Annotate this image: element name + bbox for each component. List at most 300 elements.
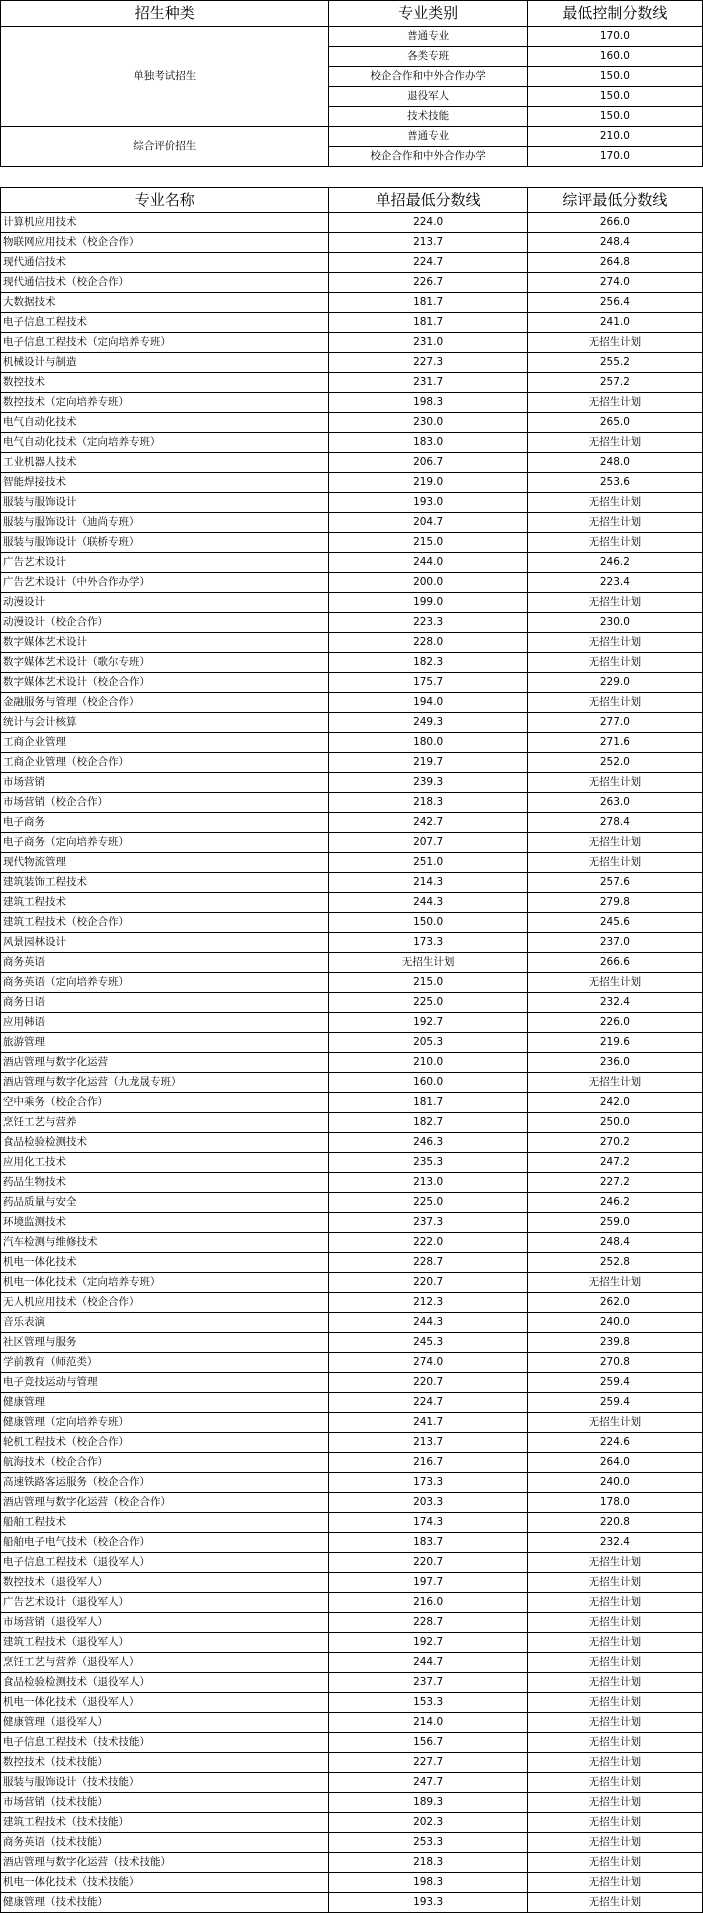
single-exam-score-cell: 198.3 <box>329 393 527 413</box>
comprehensive-score-cell: 178.0 <box>527 1493 702 1513</box>
comprehensive-score-cell: 247.2 <box>527 1153 702 1173</box>
major-name-cell: 电子商务（定向培养专班） <box>1 833 329 853</box>
comprehensive-score-cell: 277.0 <box>527 713 702 733</box>
single-exam-score-cell: 203.3 <box>329 1493 527 1513</box>
table-row <box>1 1613 703 1633</box>
table-row <box>1 253 703 273</box>
single-exam-score-cell: 173.3 <box>329 1473 527 1493</box>
table-row <box>1 1113 703 1133</box>
major-name-cell: 烹饪工艺与营养 <box>1 1113 329 1133</box>
major-name-cell: 建筑工程技术（技术技能） <box>1 1813 329 1833</box>
major-name-cell: 环境监测技术 <box>1 1213 329 1233</box>
single-exam-score-cell: 244.3 <box>329 1313 527 1333</box>
table-row <box>1 913 703 933</box>
single-exam-score-cell: 224.7 <box>329 253 527 273</box>
single-exam-score-cell: 173.3 <box>329 933 527 953</box>
single-exam-score-cell: 192.7 <box>329 1633 527 1653</box>
major-name-cell: 健康管理（定向培养专班） <box>1 1413 329 1433</box>
major-name-cell: 数控技术（退役军人） <box>1 1573 329 1593</box>
single-exam-score-cell: 235.3 <box>329 1153 527 1173</box>
single-exam-score-cell: 242.7 <box>329 813 527 833</box>
table-row <box>1 1553 703 1573</box>
comprehensive-score-cell: 无招生计划 <box>527 533 702 553</box>
table-row <box>1 1753 703 1773</box>
major-name-cell: 电子信息工程技术 <box>1 313 329 333</box>
table-row <box>1 1573 703 1593</box>
comprehensive-score-cell: 255.2 <box>527 353 702 373</box>
major-name-cell: 物联网应用技术（校企合作） <box>1 233 329 253</box>
major-name-cell: 现代物流管理 <box>1 853 329 873</box>
major-name-cell: 电子信息工程技术（退役军人） <box>1 1553 329 1573</box>
single-exam-score-cell: 181.7 <box>329 313 527 333</box>
table-row <box>1 993 703 1013</box>
table-row <box>1 313 703 333</box>
comprehensive-score-cell: 248.4 <box>527 1233 702 1253</box>
table-row <box>1 1493 703 1513</box>
major-name-cell: 应用化工技术 <box>1 1153 329 1173</box>
table-row <box>1 833 703 853</box>
control-table-header-row <box>1 1 703 27</box>
major-name-cell: 工商企业管理（校企合作） <box>1 753 329 773</box>
single-exam-score-cell: 183.0 <box>329 433 527 453</box>
table-row <box>1 613 703 633</box>
table-row <box>1 273 703 293</box>
comprehensive-score-cell: 245.6 <box>527 913 702 933</box>
major-name-cell: 数字媒体艺术设计（校企合作） <box>1 673 329 693</box>
comprehensive-score-cell: 253.6 <box>527 473 702 493</box>
single-exam-score-cell: 253.3 <box>329 1833 527 1853</box>
comprehensive-score-cell: 271.6 <box>527 733 702 753</box>
comprehensive-score-cell: 274.0 <box>527 273 702 293</box>
single-exam-score-cell: 213.7 <box>329 1433 527 1453</box>
major-name-cell: 电子商务 <box>1 813 329 833</box>
major-name-cell: 数控技术 <box>1 373 329 393</box>
major-name-cell: 数控技术（技术技能） <box>1 1753 329 1773</box>
table-row <box>1 1033 703 1053</box>
major-name-cell: 服装与服饰设计（联桥专班） <box>1 533 329 553</box>
comprehensive-score-cell: 无招生计划 <box>527 1633 702 1653</box>
comprehensive-score-cell: 226.0 <box>527 1013 702 1033</box>
single-exam-score-cell: 226.7 <box>329 273 527 293</box>
table-row <box>1 373 703 393</box>
major-name-cell: 烹饪工艺与营养（退役军人） <box>1 1653 329 1673</box>
comprehensive-score-cell: 无招生计划 <box>527 1273 702 1293</box>
major-name-cell: 动漫设计 <box>1 593 329 613</box>
single-exam-score-cell: 205.3 <box>329 1033 527 1053</box>
comprehensive-score-cell: 248.4 <box>527 233 702 253</box>
single-exam-score-cell: 183.7 <box>329 1533 527 1553</box>
comprehensive-score-cell: 239.8 <box>527 1333 702 1353</box>
major-name-cell: 商务英语（定向培养专班） <box>1 973 329 993</box>
single-exam-score-cell: 244.3 <box>329 893 527 913</box>
table-row <box>1 1453 703 1473</box>
comprehensive-score-cell: 232.4 <box>527 1533 702 1553</box>
major-name-cell: 统计与会计核算 <box>1 713 329 733</box>
major-name-cell: 数字媒体艺术设计（歌尔专班） <box>1 653 329 673</box>
comprehensive-score-cell: 266.6 <box>527 953 702 973</box>
major-name-cell: 电气自动化技术 <box>1 413 329 433</box>
comprehensive-score-cell: 无招生计划 <box>527 773 702 793</box>
major-name-cell: 药品质量与安全 <box>1 1193 329 1213</box>
comprehensive-score-cell: 248.0 <box>527 453 702 473</box>
comprehensive-score-cell: 无招生计划 <box>527 853 702 873</box>
major-name-cell: 商务日语 <box>1 993 329 1013</box>
table-row <box>1 1713 703 1733</box>
table-row <box>1 653 703 673</box>
single-exam-score-cell: 225.0 <box>329 993 527 1013</box>
table-row <box>1 293 703 313</box>
comprehensive-score-cell: 242.0 <box>527 1093 702 1113</box>
table-row <box>1 693 703 713</box>
single-exam-score-cell: 206.7 <box>329 453 527 473</box>
control-table-row <box>1 127 703 147</box>
single-exam-score-cell: 219.7 <box>329 753 527 773</box>
comprehensive-score-cell: 224.6 <box>527 1433 702 1453</box>
comprehensive-score-cell: 无招生计划 <box>527 433 702 453</box>
table-row <box>1 1073 703 1093</box>
single-exam-score-cell: 219.0 <box>329 473 527 493</box>
comprehensive-score-cell: 270.8 <box>527 1353 702 1373</box>
table-row <box>1 1833 703 1853</box>
major-name-cell: 汽车检测与维修技术 <box>1 1233 329 1253</box>
major-name-cell: 建筑装饰工程技术 <box>1 873 329 893</box>
major-name-cell: 电子信息工程技术（技术技能） <box>1 1733 329 1753</box>
comprehensive-score-cell: 240.0 <box>527 1313 702 1333</box>
comprehensive-score-cell: 无招生计划 <box>527 1653 702 1673</box>
table-row <box>1 1133 703 1153</box>
comprehensive-score-cell: 无招生计划 <box>527 593 702 613</box>
table-row <box>1 1813 703 1833</box>
comprehensive-score-cell: 无招生计划 <box>527 1753 702 1773</box>
single-exam-score-cell: 189.3 <box>329 1793 527 1813</box>
table-row <box>1 333 703 353</box>
min-score-cell: 170.0 <box>527 147 702 167</box>
major-name-cell: 轮机工程技术（校企合作） <box>1 1433 329 1453</box>
comprehensive-score-cell: 232.4 <box>527 993 702 1013</box>
table-row <box>1 593 703 613</box>
major-name-cell: 广告艺术设计（中外合作办学） <box>1 573 329 593</box>
table-row <box>1 553 703 573</box>
comprehensive-score-cell: 270.2 <box>527 1133 702 1153</box>
single-exam-score-cell: 220.7 <box>329 1553 527 1573</box>
major-name-cell: 机电一体化技术（定向培养专班） <box>1 1273 329 1293</box>
comprehensive-score-cell: 223.4 <box>527 573 702 593</box>
comprehensive-score-cell: 220.8 <box>527 1513 702 1533</box>
comprehensive-score-cell: 266.0 <box>527 213 702 233</box>
major-name-cell: 建筑工程技术（退役军人） <box>1 1633 329 1653</box>
table-row <box>1 1733 703 1753</box>
single-exam-score-cell: 197.7 <box>329 1573 527 1593</box>
table-row <box>1 1253 703 1273</box>
comprehensive-score-cell: 246.2 <box>527 1193 702 1213</box>
single-exam-score-cell: 237.3 <box>329 1213 527 1233</box>
header-single-exam-min: 单招最低分数线 <box>329 188 527 213</box>
single-exam-score-cell: 174.3 <box>329 1513 527 1533</box>
single-exam-score-cell: 199.0 <box>329 593 527 613</box>
comprehensive-score-cell: 无招生计划 <box>527 393 702 413</box>
single-exam-score-cell: 227.7 <box>329 1753 527 1773</box>
single-exam-score-cell: 215.0 <box>329 533 527 553</box>
table-row <box>1 1353 703 1373</box>
single-exam-score-cell: 153.3 <box>329 1693 527 1713</box>
comprehensive-score-cell: 252.0 <box>527 753 702 773</box>
major-name-cell: 风景园林设计 <box>1 933 329 953</box>
major-name-cell: 应用韩语 <box>1 1013 329 1033</box>
comprehensive-score-cell: 无招生计划 <box>527 693 702 713</box>
single-exam-score-cell: 150.0 <box>329 913 527 933</box>
comprehensive-score-cell: 无招生计划 <box>527 1553 702 1573</box>
comprehensive-score-cell: 无招生计划 <box>527 1833 702 1853</box>
major-name-cell: 酒店管理与数字化运营（校企合作） <box>1 1493 329 1513</box>
table-row <box>1 1313 703 1333</box>
single-exam-score-cell: 无招生计划 <box>329 953 527 973</box>
comprehensive-score-cell: 259.4 <box>527 1393 702 1413</box>
single-exam-score-cell: 216.0 <box>329 1593 527 1613</box>
single-exam-score-cell: 224.0 <box>329 213 527 233</box>
single-exam-score-cell: 193.0 <box>329 493 527 513</box>
table-row <box>1 1093 703 1113</box>
comprehensive-score-cell: 无招生计划 <box>527 1693 702 1713</box>
comprehensive-score-cell: 无招生计划 <box>527 1793 702 1813</box>
table-row <box>1 1793 703 1813</box>
table-row <box>1 353 703 373</box>
single-exam-score-cell: 220.7 <box>329 1273 527 1293</box>
table-row <box>1 1853 703 1873</box>
table-row <box>1 1593 703 1613</box>
table-row <box>1 1673 703 1693</box>
table-row <box>1 1773 703 1793</box>
single-exam-score-cell: 204.7 <box>329 513 527 533</box>
comprehensive-score-cell: 263.0 <box>527 793 702 813</box>
table-row <box>1 493 703 513</box>
comprehensive-score-cell: 236.0 <box>527 1053 702 1073</box>
single-exam-score-cell: 193.3 <box>329 1893 527 1913</box>
major-name-cell: 服装与服饰设计 <box>1 493 329 513</box>
table-row <box>1 1193 703 1213</box>
table-row <box>1 893 703 913</box>
single-exam-score-cell: 274.0 <box>329 1353 527 1373</box>
table-row <box>1 1513 703 1533</box>
table-row <box>1 813 703 833</box>
major-name-cell: 数控技术（定向培养专班） <box>1 393 329 413</box>
table-row <box>1 1473 703 1493</box>
comprehensive-score-cell: 无招生计划 <box>527 1073 702 1093</box>
single-exam-score-cell: 192.7 <box>329 1013 527 1033</box>
single-exam-score-cell: 214.3 <box>329 873 527 893</box>
major-name-cell: 空中乘务（校企合作） <box>1 1093 329 1113</box>
single-exam-score-cell: 212.3 <box>329 1293 527 1313</box>
table-row <box>1 1533 703 1553</box>
comprehensive-score-cell: 265.0 <box>527 413 702 433</box>
comprehensive-score-cell: 257.2 <box>527 373 702 393</box>
category-cell: 各类专班 <box>329 47 527 67</box>
category-cell: 普通专业 <box>329 127 527 147</box>
major-name-cell: 航海技术（校企合作） <box>1 1453 329 1473</box>
single-exam-score-cell: 231.0 <box>329 333 527 353</box>
single-exam-score-cell: 222.0 <box>329 1233 527 1253</box>
comprehensive-score-cell: 无招生计划 <box>527 1673 702 1693</box>
table-row <box>1 1893 703 1913</box>
table-row <box>1 213 703 233</box>
major-name-cell: 市场营销（技术技能） <box>1 1793 329 1813</box>
header-comprehensive-min: 综评最低分数线 <box>527 188 702 213</box>
table-row <box>1 1693 703 1713</box>
comprehensive-score-cell: 257.6 <box>527 873 702 893</box>
table-row <box>1 753 703 773</box>
major-name-cell: 机电一体化技术 <box>1 1253 329 1273</box>
comprehensive-score-cell: 227.2 <box>527 1173 702 1193</box>
enrollment-type-cell: 单独考试招生 <box>1 27 329 127</box>
single-exam-score-cell: 247.7 <box>329 1773 527 1793</box>
table-row <box>1 973 703 993</box>
single-exam-score-cell: 223.3 <box>329 613 527 633</box>
table-row <box>1 1233 703 1253</box>
major-name-cell: 机械设计与制造 <box>1 353 329 373</box>
header-major-name: 专业名称 <box>1 188 329 213</box>
single-exam-score-cell: 218.3 <box>329 1853 527 1873</box>
single-exam-score-cell: 231.7 <box>329 373 527 393</box>
major-name-cell: 健康管理（退役军人） <box>1 1713 329 1733</box>
major-name-cell: 酒店管理与数字化运营 <box>1 1053 329 1073</box>
major-name-cell: 食品检验检测技术 <box>1 1133 329 1153</box>
comprehensive-score-cell: 230.0 <box>527 613 702 633</box>
table-row <box>1 1273 703 1293</box>
comprehensive-score-cell: 无招生计划 <box>527 493 702 513</box>
table-row <box>1 793 703 813</box>
major-name-cell: 高速铁路客运服务（校企合作） <box>1 1473 329 1493</box>
category-cell: 技术技能 <box>329 107 527 127</box>
comprehensive-score-cell: 241.0 <box>527 313 702 333</box>
table-row <box>1 1653 703 1673</box>
major-name-cell: 健康管理 <box>1 1393 329 1413</box>
category-cell: 校企合作和中外合作办学 <box>329 67 527 87</box>
major-name-cell: 现代通信技术（校企合作） <box>1 273 329 293</box>
major-name-cell: 广告艺术设计（退役军人） <box>1 1593 329 1613</box>
comprehensive-score-cell: 无招生计划 <box>527 1733 702 1753</box>
major-name-cell: 工商企业管理 <box>1 733 329 753</box>
comprehensive-score-cell: 278.4 <box>527 813 702 833</box>
major-name-cell: 无人机应用技术（校企合作） <box>1 1293 329 1313</box>
category-cell: 校企合作和中外合作办学 <box>329 147 527 167</box>
table-row <box>1 1153 703 1173</box>
table-row <box>1 1393 703 1413</box>
single-exam-score-cell: 200.0 <box>329 573 527 593</box>
table-row <box>1 1053 703 1073</box>
table-row <box>1 773 703 793</box>
table-row <box>1 433 703 453</box>
major-table-header-row <box>1 188 703 213</box>
major-name-cell: 旅游管理 <box>1 1033 329 1053</box>
major-name-cell: 建筑工程技术（校企合作） <box>1 913 329 933</box>
header-enrollment-type: 招生种类 <box>1 1 329 27</box>
single-exam-score-cell: 246.3 <box>329 1133 527 1153</box>
min-score-cell: 150.0 <box>527 87 702 107</box>
major-name-cell: 智能焊接技术 <box>1 473 329 493</box>
major-name-cell: 机电一体化技术（技术技能） <box>1 1873 329 1893</box>
single-exam-score-cell: 241.7 <box>329 1413 527 1433</box>
major-name-cell: 数字媒体艺术设计 <box>1 633 329 653</box>
single-exam-score-cell: 214.0 <box>329 1713 527 1733</box>
table-row <box>1 1373 703 1393</box>
table-row <box>1 453 703 473</box>
min-score-cell: 150.0 <box>527 107 702 127</box>
comprehensive-score-cell: 无招生计划 <box>527 973 702 993</box>
enrollment-type-cell: 综合评价招生 <box>1 127 329 167</box>
single-exam-score-cell: 160.0 <box>329 1073 527 1093</box>
single-exam-score-cell: 227.3 <box>329 353 527 373</box>
major-name-cell: 社区管理与服务 <box>1 1333 329 1353</box>
single-exam-score-cell: 244.0 <box>329 553 527 573</box>
table-row <box>1 1633 703 1653</box>
min-score-cell: 170.0 <box>527 27 702 47</box>
comprehensive-score-cell: 无招生计划 <box>527 513 702 533</box>
comprehensive-score-cell: 无招生计划 <box>527 1853 702 1873</box>
single-exam-score-cell: 249.3 <box>329 713 527 733</box>
header-major-category: 专业类别 <box>329 1 527 27</box>
major-name-cell: 服装与服饰设计（技术技能） <box>1 1773 329 1793</box>
major-name-cell: 酒店管理与数字化运营（九龙晟专班） <box>1 1073 329 1093</box>
single-exam-score-cell: 180.0 <box>329 733 527 753</box>
single-exam-score-cell: 239.3 <box>329 773 527 793</box>
comprehensive-score-cell: 279.8 <box>527 893 702 913</box>
comprehensive-score-cell: 无招生计划 <box>527 1813 702 1833</box>
table-row <box>1 953 703 973</box>
comprehensive-score-cell: 256.4 <box>527 293 702 313</box>
table-row <box>1 513 703 533</box>
table-row <box>1 473 703 493</box>
table-row <box>1 1873 703 1893</box>
table-row <box>1 873 703 893</box>
major-name-cell: 计算机应用技术 <box>1 213 329 233</box>
table-row <box>1 1293 703 1313</box>
major-name-cell: 电子竞技运动与管理 <box>1 1373 329 1393</box>
comprehensive-score-cell: 无招生计划 <box>527 1713 702 1733</box>
comprehensive-score-cell: 无招生计划 <box>527 1593 702 1613</box>
single-exam-score-cell: 245.3 <box>329 1333 527 1353</box>
major-name-cell: 市场营销（校企合作） <box>1 793 329 813</box>
major-name-cell: 酒店管理与数字化运营（技术技能） <box>1 1853 329 1873</box>
table-row <box>1 933 703 953</box>
major-name-cell: 健康管理（技术技能） <box>1 1893 329 1913</box>
single-exam-score-cell: 210.0 <box>329 1053 527 1073</box>
comprehensive-score-cell: 259.0 <box>527 1213 702 1233</box>
comprehensive-score-cell: 246.2 <box>527 553 702 573</box>
single-exam-score-cell: 215.0 <box>329 973 527 993</box>
table-row <box>1 1213 703 1233</box>
comprehensive-score-cell: 229.0 <box>527 673 702 693</box>
major-name-cell: 音乐表演 <box>1 1313 329 1333</box>
major-name-cell: 现代通信技术 <box>1 253 329 273</box>
table-row <box>1 573 703 593</box>
single-exam-score-cell: 228.7 <box>329 1253 527 1273</box>
comprehensive-score-cell: 264.8 <box>527 253 702 273</box>
comprehensive-score-cell: 252.8 <box>527 1253 702 1273</box>
table-row <box>1 633 703 653</box>
comprehensive-score-cell: 219.6 <box>527 1033 702 1053</box>
major-name-cell: 机电一体化技术（退役军人） <box>1 1693 329 1713</box>
major-name-cell: 服装与服饰设计（迪尚专班） <box>1 513 329 533</box>
min-score-cell: 160.0 <box>527 47 702 67</box>
single-exam-score-cell: 175.7 <box>329 673 527 693</box>
single-exam-score-cell: 225.0 <box>329 1193 527 1213</box>
comprehensive-score-cell: 无招生计划 <box>527 633 702 653</box>
major-name-cell: 药品生物技术 <box>1 1173 329 1193</box>
single-exam-score-cell: 230.0 <box>329 413 527 433</box>
single-exam-score-cell: 224.7 <box>329 1393 527 1413</box>
single-exam-score-cell: 228.0 <box>329 633 527 653</box>
major-name-cell: 学前教育（师范类） <box>1 1353 329 1373</box>
control-table-row <box>1 27 703 47</box>
